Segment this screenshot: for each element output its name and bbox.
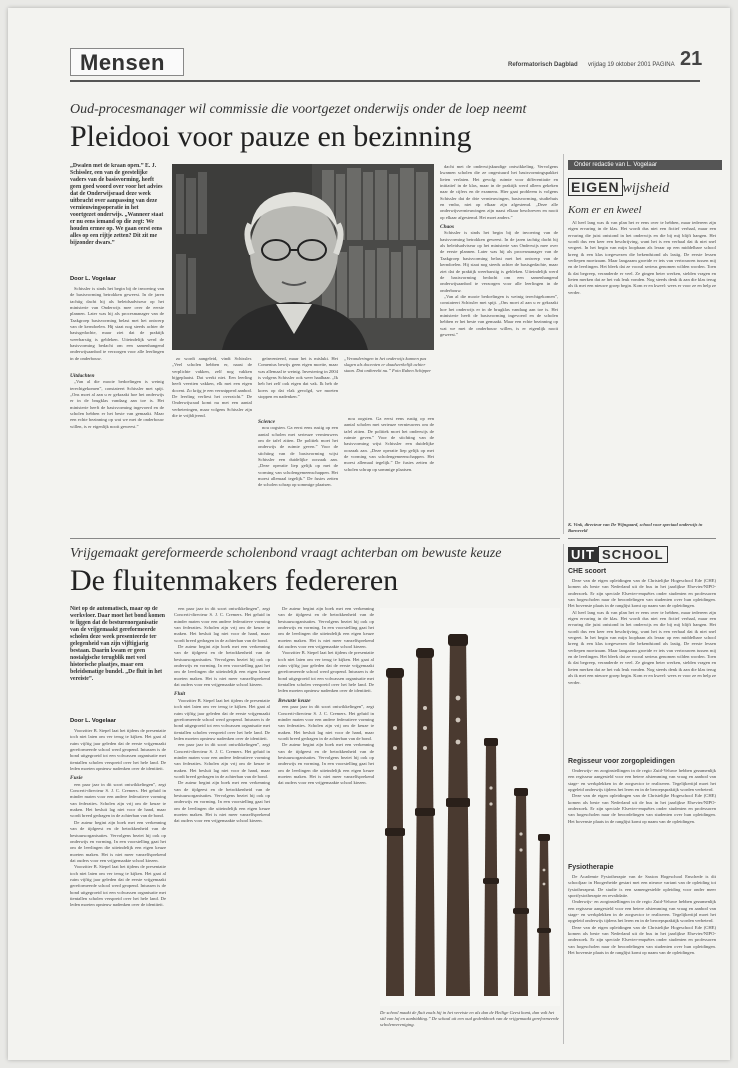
- article2-headline: De fluitenmakers federeren: [70, 564, 399, 597]
- uit-text-1-body: Deze van de eigen opleidingen van de Christelijke Hogeschool Ede (CHE) komen als beste van Nederland uit de bus in het jaarlijkse Elsevier/NIPO-onderzoek. Er zijn speciale Elsevier-enquêtes onder studenten en professoren van hogescholen naar de beoordelingen van studenten over hun opleidingen. Het bovenste plaats in de ranglijst komt op naam van de opleidingen.: [568, 578, 716, 609]
- article1-column-4: [258, 356, 338, 412]
- sidebar-text: [568, 220, 716, 520]
- uit-text-1b-body: Al heel lang was ik van plan het er eens over te hebben, maar iedereen zijn eigen ervaring in de klas. Het wordt dus niet een fictief verhaal, maar een ervaring die juist ontstond in het onderwijs en die bij mij blijft hangen. Het wordt dus een keer een beschrijving, want het is een verhaal dat ik niet snel vergeet. In het begin van mijn loopbaan als leraar op een middelbare school kreeg ik een klas toegewezen die bekendstond als lastig. De eerste lessen verliepen moeizaam. Maar langzaam groeide er iets van vertrouwen tussen mij en de leerlingen. Het bleek dat ze vooral serieus genomen wilden worden. Toen ik dat begreep, veranderde er veel. Ze gingen beter werken, stelden vragen en lieten merken dat ze het vak leuk vonden. Nog steeds denk ik aan die klas terug als ik met een nieuwe groep begin. Kom er en kweel: wees er voor ze en help ze verder.: [568, 609, 716, 685]
- article2-col1-text: Voorzitter B. Siepel laat het tijdens de presentatie toch niet laten om ver terug te kijken. Het gaat al ruim vijftig jaar geleden dat de eerste vrijgemaakt gereformeerde school werd geopend. Intussen is de bond uitgegroeid tot een volwassen organisatie met tientallen scholen verspreid over het hele land. De leden moeten opnieuw nadenken over de identiteit.: [70, 728, 166, 772]
- uit-text-1: [568, 578, 716, 754]
- eigen-wijsheid-logo: [568, 178, 678, 198]
- newspaper-page: [8, 8, 730, 1060]
- article1-col4-text: geïnventeerd, maar het is mislukt. Het Comenius bewijs geen eigen moeite, maar was allemaal te weinig. Investering in 2004 is volgens Schissler ook weer haalbaar. „Ik heb het zelf ook eigen dat vak. Ik heb de koers op dat vlak gevolgd, we moeten stoppen en nadenken.”: [258, 356, 338, 400]
- uit-sub-regisseur: Regisseur voor zorgopleidingen: [568, 758, 675, 765]
- uit-text-3b-body: Onderwijs- en zorginstellingen in de regio Zuid-Veluwe hebben gezamenlijk een regisseur aangesteld voor een betere afstemming van vraag en aanbod van stage- en werkplekken in de zorgsector te realiseren. Tegelijkertijd moet het opgeleid onderwijs tijdens het leren en in de beroepspraktijk worden verbeterd.: [568, 899, 716, 924]
- portrait-illustration: [172, 164, 434, 350]
- article2-col1b-text: een paar jaar in dit soort ontwikkelingen”, zegt Concerti-directeur S. J. C. Cremers. Het geluid in minder maten voor een andere federatieve vorming van federaties. Scholen zijn vrij om de keuze te maken. Het besluit lag niet voor de hand, maar wordt breed gedragen in de achterban van de bond.: [70, 781, 166, 819]
- sidebar-header: Onder redactie van L. Vogelaar: [568, 160, 722, 170]
- article2-col2d-text: een paar jaar in dit soort ontwikkelingen”, zegt Concerti-directeur S. J. C. Cremers. Het geluid in minder maten voor een andere federatieve vorming van federaties. Scholen zijn vrij om de keuze te maken. Het besluit lag niet voor de hand, maar wordt breed gedragen in de achterban van de bond.: [174, 742, 270, 779]
- article2-col1c-text: De auteur begint zijn boek met een verkenning van de tijdgeest en de betrokkenheid van de bestuursorganisaties. Vervolgens beziet hij ook op onderwijs en vorming. In een voorstelling gaat het om de leerlingen die uiteindelijk een eigen keuze moeten maken. Het is niet meer vanzelfsprekend dat ouders voor een vrijgemaakte school kiezen.: [70, 819, 166, 863]
- uit-sub-fysio: Fysiotherapie: [568, 864, 614, 871]
- article1-col4b-text: nou oogsten. Ga eerst eens rustig op een aantal scholen met serieuze vernieuwers om de tafel zitten. De politiek moet het onderwijs de ruimte geven.” Voor de stichting van de basisvorming wijst Schissler een duidelijke oorzaak aan. „Deze operatie liep gelijk op met de vorming van scholengemeenschappen. Het moest allemaal tegelijk.” De fusies zetten de scholen schrap op sommige plaatsen.: [258, 425, 338, 488]
- article2-column-2: [174, 606, 270, 1038]
- article2-sub-fluit: Fluit: [174, 691, 186, 698]
- recorders-illustration: [380, 608, 560, 1006]
- article1-byline: Door L. Vogelaar: [70, 276, 116, 282]
- uit-text-2b-body: Deze van de eigen opleidingen van de Christelijke Hogeschool Ede (CHE) komen als beste van Nederland uit de bus in het jaarlijkse Elsevier/NIPO-onderzoek. Er zijn speciale Elsevier-enquêtes onder studenten en professoren van hogescholen naar de beoordelingen van studenten over hun opleidingen. Het bovenste plaats in de ranglijst komt op naam van de opleidingen.: [568, 793, 716, 824]
- article1-column-1b: [70, 370, 164, 532]
- uit-text-3-body: De Academie Fysiotherapie van de Saxion Hogeschool Enschede is dit schooljaar in Hoogerheide gestart met een nieuwe variant van de opleiding tot fysiotherapeut. De studie is een samengestelde opleiding voor onder meer sportfysiotherapie en revalidatie.: [568, 874, 716, 899]
- issue-date: vrijdag 19 oktober 2001 PAGINA: [588, 62, 675, 68]
- uit-text-2: [568, 768, 716, 860]
- photo2-caption: De school maakt de fluit zoals hij in het vereiste en als dan de Heilige Geest komt, dan valt het stil van lof en aanbidding.” De schaal uit een oud gedenkboek van de vrijgemaakt gereformeerde scholenvereniging.: [380, 1010, 559, 1027]
- portrait-photo: [172, 164, 434, 350]
- page-number: 21: [680, 48, 703, 70]
- article2-col2c-text: Voorzitter B. Siepel laat het tijdens de presentatie toch niet laten om ver terug te kijken. Het gaat al ruim vijftig jaar geleden dat de eerste vrijgemaakt gereformeerde school werd geopend. Intussen is de bond uitgegroeid tot een volwassen organisatie met tientallen scholen verspreid over het hele land. De leden moeten opnieuw nadenken over de identiteit.: [174, 697, 270, 741]
- sidebar-signature: K. Vink, directeur van De Wijngaard, school voor speciaal onderwijs in Barneveld: [568, 522, 703, 533]
- article1-col1-text: Schissler is sinds het begin bij de invoering van de basisvorming betrokken geweest. In de jaren tachtig dacht hij als beleidsadviseur op het ministerie van Onderwijs mee over de eerste plannen. Later was hij als procesmanager van de Taakgroep basisvorming belast met het ontwerp van de kerndoelen. Hij staat nog steeds achter de basisgedachte, maar ziet dat de praktijk weerbarstig is gebleken. Uiteindelijk werd de basisvorming bedacht om een samenhangend onderwijsaanbod te verzorgen voor alle leerlingen in de onderbouw.: [70, 286, 164, 361]
- article1-col2-text: „Van al die mooie bedoelingen is weinig terechtgekomen”, constateert Schissler met spijt. „Ons moet al aan u er gekraakt hoe het onderwijs er in de brugklas vandaag aan toe is. Het ministerie heeft de basisvorming ingevoerd en de scholen hebben er het beste van gemaakt. Maar een echte bezinning op wat we met de onderbouw willen, is er eigenlijk nooit geweest.”: [70, 379, 164, 429]
- article1-sub-science: Science: [258, 419, 276, 425]
- article1-col6-text: dacht met de onderwijskundige ontwikkeling. Vervolgens kwamen scholen die ze ongestuurd het basisvormingspakket lieten verlaten. Het gevolg: ruimte voor differentiatie en initiatief in de klas, maar in de praktijk werd alleen gekeken naar de cijfers en de examens. Hier gaat probleem is volgens Schissler dat de drie vernieuwingen, basisvorming, studiehuis en vmbo, niet op elkaar zijn afgestemd. „Deze alle onderwijsvernieuwingen zijn naast elkaar beschreven en nooit op elkaar afgestemd. Het moet anders.”: [440, 164, 558, 220]
- section-title: Mensen: [80, 50, 165, 75]
- article2-column-1: [70, 728, 166, 1038]
- article1-kicker: Oud-procesmanager wil commissie die voortgezet onderwijs onder de loep neemt: [70, 102, 527, 117]
- logo-school: SCHOOL: [598, 546, 668, 563]
- paper-name: Reformatorisch Dagblad: [508, 62, 578, 68]
- article1-col5-text: nou oogsten. Ga eerst eens rustig op een aantal scholen met serieuze vernieuwers om de tafel zitten. De politiek moet het onderwijs de ruimte geven.” Voor de stichting van de basisvorming wijst Schissler een duidelijke oorzaak aan. „Deze operatie liep gelijk op met de vorming van scholengemeenschappen. Het moest allemaal tegelijk.” De fusies zetten de scholen schrap op sommige plaatsen.: [344, 416, 434, 472]
- article2-col2b-text: De auteur begint zijn boek met een verkenning van de tijdgeest en de betrokkenheid van de bestuursorganisaties. Vervolgens beziet hij ook op onderwijs en vorming. In een voorstelling gaat het om de leerlingen die uiteindelijk een eigen keuze moeten maken. Het is niet meer vanzelfsprekend dat ouders voor een vrijgemaakte school kiezen.: [174, 644, 270, 688]
- article1-col6c-text: „Van al die mooie bedoelingen is weinig terechtgekomen”, constateert Schissler met spijt. „Ons moet al aan u er gekraakt hoe het onderwijs er in de brugklas vandaag aan toe is. Het ministerie heeft de basisvorming ingevoerd en de scholen hebben er het beste van gemaakt. Maar een echte bezinning op wat we met de onderbouw willen, is er eigenlijk nooit geweest.”: [440, 293, 558, 337]
- photo1-caption: „Veranderingen in het onderwijs kunnen pas slagen als docenten er daadwerkelijk achter staan. Dat ontbreekt nu.” Foto Ruben Schipper: [344, 356, 432, 373]
- article2-intro: Niet op de automatisch, maar op de werkvloer. Daar moet het bond komen te liggen dat de besturenorganisatie van de vrijgemaakt gereformeerde scholen deze week presenteerde ter gelegenheid van zijn vijftigjarig bestaan. Daarin kwam er geen nostalgische terugblik met veel historische plaatjes, maar een beleidsmatige bundel. „De fluit in het vereiste”.: [70, 606, 166, 682]
- article2-sub-fusie: Fusie: [70, 775, 83, 782]
- article2-col3d-text: De auteur begint zijn boek met een verkenning van de tijdgeest en de betrokkenheid van de bestuursorganisaties. Vervolgens beziet hij ook op onderwijs en vorming. In een voorstelling gaat het om de leerlingen die uiteindelijk een eigen keuze moeten maken. Het is niet meer vanzelfsprekend dat ouders voor een vrijgemaakte school kiezen.: [278, 742, 374, 786]
- article2-sub-bewuste: Bewuste keuze: [278, 697, 311, 704]
- article2-col3-text: De auteur begint zijn boek met een verkenning van de tijdgeest en de betrokkenheid van de bestuursorganisaties. Vervolgens beziet hij ook op onderwijs en vorming. In een voorstelling gaat het om de leerlingen die uiteindelijk een eigen keuze moeten maken. Het is niet meer vanzelfsprekend dat ouders voor een vrijgemaakte school kiezen.: [278, 606, 374, 650]
- article1-sub-uitdachten: Uitdachten: [70, 373, 95, 379]
- uit-school-logo: [568, 546, 716, 564]
- article2-byline: Door L. Vogelaar: [70, 718, 116, 724]
- article2-col2-text: een paar jaar in dit soort ontwikkelingen”, zegt Concerti-directeur S. J. C. Cremers. Het geluid in minder maten voor een andere federatieve vorming van federaties. Scholen zijn vrij om de keuze te maken. Het besluit lag niet voor de hand, maar wordt breed gedragen in de achterban van de bond.: [174, 606, 270, 643]
- uit-text-2-body: Onderwijs- en zorginstellingen in de regio Zuid-Veluwe hebben gezamenlijk een regisseur aangesteld voor een betere afstemming van vraag en aanbod van stage- en werkplekken in de zorgsector te realiseren. Tegelijkertijd moet het opgeleid onderwijs tijdens het leren en in de beroepspraktijk worden verbeterd.: [568, 768, 716, 793]
- masthead: [8, 46, 730, 88]
- sidebar-title: Kom er en kweel: [568, 204, 642, 216]
- uit-text-3: [568, 874, 716, 1034]
- article2-column-3: [278, 606, 374, 1038]
- article1-column-3: [172, 356, 252, 532]
- article2-col3b-text: Voorzitter B. Siepel laat het tijdens de presentatie toch niet laten om ver terug te kijken. Het gaat al ruim vijftig jaar geleden dat de eerste vrijgemaakt gereformeerde school werd geopend. Intussen is de bond uitgegroeid tot een volwassen organisatie met tientallen scholen verspreid over het hele land. De leden moeten opnieuw nadenken over de identiteit.: [278, 650, 374, 694]
- article1-intro: „Dwalen met de kraan open.” E. J. Schissler, een van de geestelijke vaders van de basisvorming, heeft geen goed woord over voor het advies dat de Onderwijsraad deze week uitbracht over aanpassing van deze vernieuwingsoperatie in het voortgezet onderwijs. „Wanneer staat er nu eens iemand op die zegt: We houden ermee op. We gaan eerst eens alles op een rijtje zetten? Dit zit me bijzonder dwars.”: [70, 163, 164, 246]
- article1-column-4b: [258, 416, 338, 532]
- recorders-photo: [380, 608, 560, 1006]
- article1-sub-chaos: Chaos: [440, 224, 455, 231]
- logo-wijsheid: wijsheid: [622, 181, 670, 196]
- article1-column-1: [70, 286, 164, 366]
- sidebar-rule: [568, 538, 716, 539]
- article2-kicker: Vrijgemaakt gereformeerde scholenbond vraagt achterban om bewuste keuze: [70, 546, 502, 561]
- uit-text-3c-body: Deze van de eigen opleidingen van de Christelijke Hogeschool Ede (CHE) komen als beste van Nederland uit de bus in het jaarlijkse Elsevier/NIPO-onderzoek. Er zijn speciale Elsevier-enquêtes onder studenten en professoren van hogescholen naar de beoordelingen van studenten over hun opleidingen. Het bovenste plaats in de ranglijst komt op naam van de opleidingen.: [568, 924, 716, 956]
- sidebar-text-body: Al heel lang was ik van plan het er eens over te hebben, maar iedereen zijn eigen ervaring in de klas. Het wordt dus niet een fictief verhaal, maar een ervaring die juist ontstond in het onderwijs en die bij mij blijft hangen. Het wordt dus een keer een beschrijving, want het is een verhaal dat ik niet snel vergeet. In het begin van mijn loopbaan als leraar op een middelbare school kreeg ik een klas toegewezen die bekendstond als lastig. De eerste lessen verliepen moeizaam. Maar langzaam groeide er iets van vertrouwen tussen mij en de leerlingen. Het bleek dat ze vooral serieus genomen wilden worden. Toen ik dat begreep, veranderde er veel. Ze gingen beter werken, stelden vragen en lieten merken dat ze het vak leuk vonden. Nog steeds denk ik aan die klas terug als ik met een nieuwe groep begin. Kom er en kweel: wees er voor ze en help ze verder.: [568, 220, 716, 295]
- article1-headline: Pleidooi voor pauze en bezinning: [70, 120, 472, 153]
- column-divider: [563, 154, 564, 534]
- uit-sub-che: CHE scoort: [568, 568, 607, 575]
- logo-uit: UIT: [568, 547, 598, 562]
- masthead-rule: [70, 80, 700, 82]
- article2-col3c-text: een paar jaar in dit soort ontwikkelingen”, zegt Concerti-directeur S. J. C. Cremers. Het geluid in minder maten voor een andere federatieve vorming van federaties. Scholen zijn vrij om de keuze te maken. Het besluit lag niet voor de hand, maar wordt breed gedragen in de achterban van de bond.: [278, 704, 374, 741]
- article1-col3-text: zo wordt aangeleid, vindt Schissler. „Veel scholen hebben er, naast de verplichte vakken, zelf nog vakken bijgeplaatst. Dat werkt niet. Een leerling heeft veertien vakken, elk met een eigen docent. Zo krijg je een versnipperd aanbod. De leerling verliest het overzicht.” De Onderwijsraad komt nu met een aantal verbeteringen, maar volgens Schissler zijn die te vrijblijvend.: [172, 356, 252, 419]
- article-separator: [70, 538, 560, 539]
- article1-column-5: [344, 416, 434, 532]
- article1-column-6: [440, 164, 558, 532]
- article1-col6b-text: Schissler is sinds het begin bij de invoering van de basisvorming betrokken geweest. In de jaren tachtig dacht hij als beleidsadviseur op het ministerie van Onderwijs mee over de eerste plannen. Later was hij als procesmanager van de Taakgroep basisvorming belast met het ontwerp van de kerndoelen. Hij staat nog steeds achter de basisgedachte, maar ziet dat de praktijk weerbarstig is gebleken. Uiteindelijk werd de basisvorming bedacht om een samenhangend onderwijsaanbod te verzorgen voor alle leerlingen in de onderbouw.: [440, 230, 558, 293]
- article2-col2e-text: De auteur begint zijn boek met een verkenning van de tijdgeest en de betrokkenheid van de bestuursorganisaties. Vervolgens beziet hij ook op onderwijs en vorming. In een voorstelling gaat het om de leerlingen die uiteindelijk een eigen keuze moeten maken. Het is niet meer vanzelfsprekend dat ouders voor een vrijgemaakte school kiezen.: [174, 780, 270, 824]
- column-divider-2: [563, 544, 564, 1044]
- article2-col1d-text: Voorzitter B. Siepel laat het tijdens de presentatie toch niet laten om ver terug te kijken. Het gaat al ruim vijftig jaar geleden dat de eerste vrijgemaakt gereformeerde school werd geopend. Intussen is de bond uitgegroeid tot een volwassen organisatie met tientallen scholen verspreid over het hele land. De leden moeten opnieuw nadenken over de identiteit.: [70, 864, 166, 908]
- logo-eigen: EIGEN: [568, 178, 623, 196]
